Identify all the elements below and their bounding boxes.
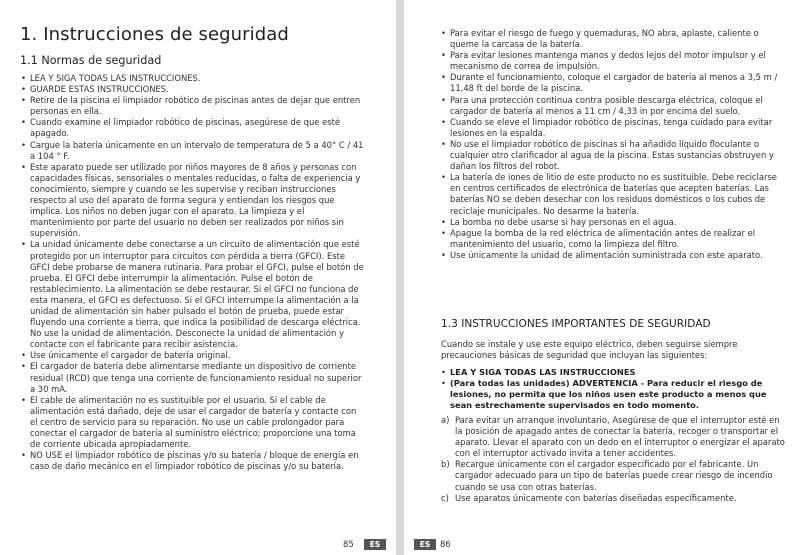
- list-item: • Apague la bomba de la red eléctrica de alimentación antes de realizar el mantenimiento del usuario, como la limpieza del filtro.: [441, 228, 786, 250]
- list-item: • Use únicamente la unidad de alimentación suministrada con este aparato.: [441, 250, 786, 261]
- list-item: • Durante el funcionamiento, coloque el cargador de batería al menos a 3,5 m / 11,48 ft del borde de la piscina.: [441, 72, 786, 94]
- page-number-left: 85: [343, 539, 354, 549]
- list-item: • Use únicamente el cargador de batería original.: [21, 350, 366, 361]
- list-item: • Para una protección continua contra posible descarga eléctrica, coloque el cargador de batería al menos a 11 cm / 4,33 in por encima del suelo.: [441, 95, 786, 117]
- page-gutter: [396, 0, 404, 555]
- bold-bullet-list: [441, 367, 786, 411]
- list-item: • No use el limpiador robótico de piscinas si ha añadido líquido floculante o cualquier otro clarificador al agua de la piscina. Estas sustancias obstruyen y dañan los filtros del robot.: [441, 139, 786, 172]
- list-marker: a): [441, 415, 450, 425]
- list-item: • NO USE el limpiador robótico de piscinas y/o su batería / bloque de energía en caso de daño mecánico en el limpiador robótico de piscinas y/o su batería.: [21, 450, 366, 472]
- list-item: • Para evitar lesiones mantenga manos y dedos lejos del motor impulsor y el mecanismo de correa de impulsión.: [441, 50, 786, 72]
- list-item-text: Recargue únicamente con el cargador especificado por el fabricante. Un cargador adecuado para un tipo de baterías puede crear riesgo de incendio cuando se usa con otras baterías.: [455, 459, 773, 492]
- list-item: • Cuando se eleve el limpiador robótico de piscinas, tenga cuidado para evitar lesiones en la espalda.: [441, 117, 786, 139]
- section-heading-important: 1.3 INSTRUCCIONES IMPORTANTES DE SEGURIDAD: [441, 318, 711, 330]
- list-item: • La bomba no debe usarse si hay personas en el agua.: [441, 217, 786, 228]
- intro-paragraph: Cuando se instale y use este equipo eléctrico, deben seguirse siempre precauciones básicas de seguridad que incluyan las siguientes:: [441, 339, 738, 361]
- list-item: • El cargador de batería debe alimentarse mediante un dispositivo de corriente residual (RCD) que tenga una corriente de funcionamiento residual no superior a 30 mA.: [21, 361, 366, 394]
- list-item: • (Para todas las unidades) ADVERTENCIA - Para reducir el riesgo de lesiones, no permita que los niños usen este producto a menos que sean estrechamente supervisados en todo momento.: [441, 378, 786, 411]
- right-page: [404, 0, 800, 555]
- list-item: • Este aparato puede ser utilizado por niños mayores de 8 años y personas con capacidades físicas, sensoriales o mentales reducidas, o falta de experiencia y conocimiento, siempre y cuando se les supervise y reciban instrucciones respecto al uso del aparato de forma segura y entiendan los riesgos que implica. Los niños no deben jugar con el aparato. La limpieza y el mantenimiento por parte del usuario no deben ser realizados por niños sin supervisión.: [21, 162, 366, 240]
- list-item: • La unidad únicamente debe conectarse a un circuito de alimentación que esté protegido por un interruptor para circuitos con pérdida a tierra (GFCI). Este GFCI debe probarse de manera rutinaria. Para probar el GFCI, pulse el botón de prueba. El GFCI debe interrumpir la alimentación. Pulse el botón de restablecimiento. La alimentación se debe restaurar. Si el GFCI no funciona de esta manera, el GFCI es defectuoso. Si el GFCI interrumpe la alimentación a la unidad de alimentación sin haber pulsado el botón de prueba, puede estar fluyendo una corriente a tierra, que indica la posibilidad de descarga eléctrica. No use la unidad de alimentación. Desconecte la unidad de alimentación y contacte con el fabricante para recibir asistencia.: [21, 239, 366, 350]
- safety-warnings-list: [441, 28, 786, 261]
- list-marker: c): [441, 492, 449, 503]
- list-item: • LEA Y SIGA TODAS LAS INSTRUCCIONES.: [21, 73, 366, 84]
- list-item: [441, 459, 786, 492]
- list-item: [441, 415, 786, 459]
- list-item: • Cargue la batería únicamente en un intervalo de temperatura de 5 a 40° C / 41 a 104 ° F.: [21, 140, 366, 162]
- list-item: • La batería de iones de litio de este producto no es sustituible. Debe reciclarse en centros certificados de electrónica de baterías que acepten baterías. Las baterías NO se deben desechar con los residuos domésticos o los cubos de reciclaje municipales. No desarme la batería.: [441, 172, 786, 216]
- list-marker: b): [441, 459, 450, 470]
- list-item-text: Use aparatos únicamente con baterías diseñadas específicamente.: [455, 492, 737, 503]
- list-item: [441, 493, 786, 504]
- left-page: [0, 0, 396, 555]
- list-item: • Cuando examine el limpiador robótico de piscinas, asegúrese de que esté apagado.: [21, 117, 366, 139]
- list-item: • LEA Y SIGA TODAS LAS INSTRUCCIONES: [441, 367, 786, 378]
- list-item: • GUARDE ESTAS INSTRUCCIONES.: [21, 84, 366, 95]
- language-badge-right: ES: [414, 539, 436, 550]
- list-item: • Para evitar el riesgo de fuego y quemaduras, NO abra, aplaste, caliente o queme la carcasa de la batería.: [441, 28, 786, 50]
- list-item: • El cable de alimentación no es sustituible por el usuario. Si el cable de alimentación está dañado, deje de usar el cargador de batería y contacte con el centro de servicio para su reparación. No use un cable prolongador para conectar el cargador de batería al suministro eléctrico; proporcione una toma de corriente ubicada apropiadamente.: [21, 395, 366, 450]
- page-number-right: 86: [440, 539, 451, 549]
- list-item: • Retire de la piscina el limpiador robótico de piscinas antes de dejar que entren personas en ella.: [21, 95, 366, 117]
- page-title: 1. Instrucciones de seguridad: [20, 24, 289, 45]
- list-item-text: Para evitar un arranque involuntario, Asegúrese de que el interruptor esté en la posición de apagado antes de conectar la batería, recoger o transportar el aparato. Llevar el aparato con un dedo en el interruptor o energizar el aparato con el interruptor activado invita a tener accidentes.: [455, 415, 785, 459]
- section-heading-rules: 1.1 Normas de seguridad: [20, 54, 162, 67]
- lettered-list: [441, 415, 786, 504]
- safety-rules-list: [21, 73, 366, 472]
- language-badge-left: ES: [364, 539, 386, 550]
